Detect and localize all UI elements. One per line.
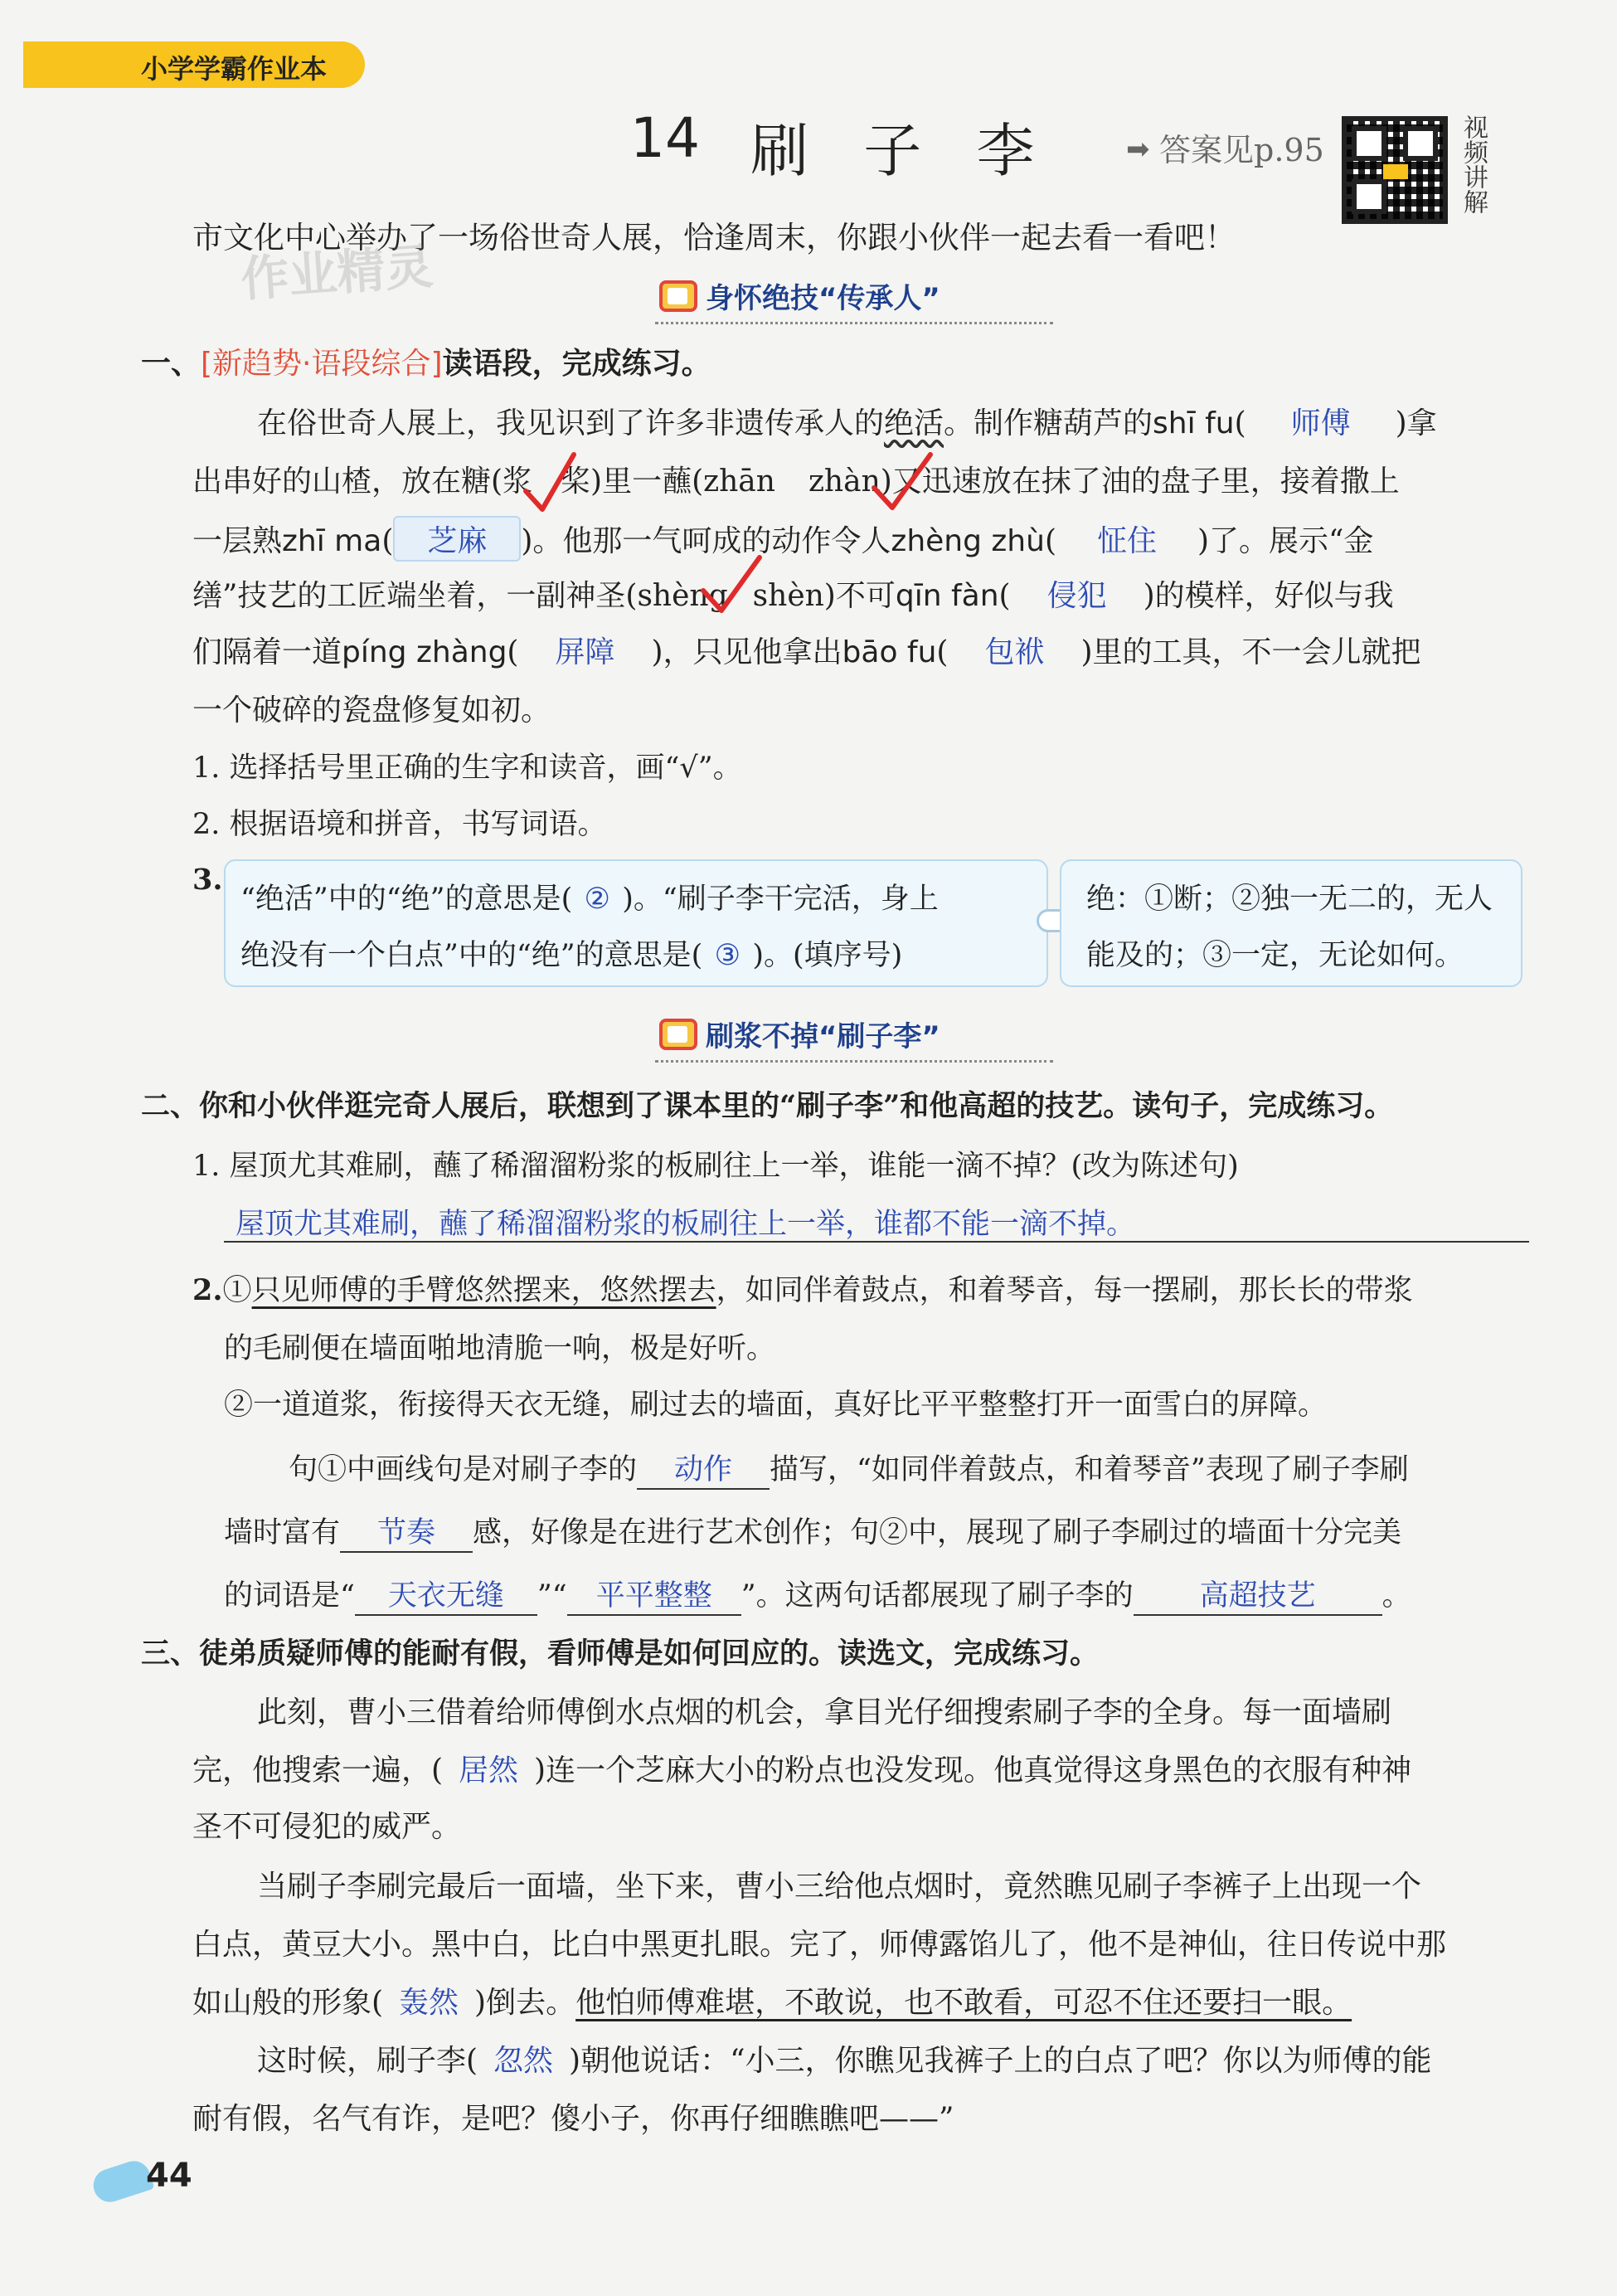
tv-icon xyxy=(659,280,697,312)
q2-fill-line3: 的词语是“ 天衣无缝 ”“ 平平整整 ”。这两句话都展现了刷子李的 高超技艺 。 xyxy=(224,1573,1411,1616)
section1-heading xyxy=(659,275,940,316)
passage-line-2: 出串好的山楂，放在糖(浆 桨)里一蘸(zhān zhàn)又迅速放在抹了油的盘子里，接着撒上 xyxy=(192,465,1400,499)
series-label: 小学学霸作业本 xyxy=(141,53,328,85)
q3-p2-line1: 当刷子李刷完最后一面墙，坐下来，曹小三给他点烟时，竟然瞧见刷子李裤子上出现一个 xyxy=(257,1870,1422,1904)
passage-line-1: 在俗世奇人展上，我见识到了许多非遗传承人的绝活。制作糖葫芦的shī fu( 师傅 )拿 xyxy=(257,400,1437,442)
q3-p2-line2: 白点，黄豆大小。黑中白，比白中黑更扎眼。完了，师傅露馅儿了，他不是神仙，往日传说中那 xyxy=(192,1928,1447,1962)
q1-sub3-line1: “绝活”中的“绝”的意思是( ② )。“刷子李干完活，身上 xyxy=(240,883,939,916)
watermark: 作业精灵 xyxy=(239,237,435,308)
answer-pingpingzhengzheng: 平平整整 xyxy=(567,1573,741,1616)
check-mark-jiang xyxy=(521,450,579,516)
answer-qinfan: 侵犯 xyxy=(1046,579,1107,613)
answer-zhima: 芝麻 xyxy=(393,516,521,562)
q1-sub3-num: 3. xyxy=(192,863,223,897)
section1-title: 身怀绝技“传承人” xyxy=(706,282,940,315)
q1-heading: 一、[新趋势·语段综合]读语段，完成练习。 xyxy=(141,346,711,381)
q2-sub1: 1. 屋顶尤其难刷，蘸了稀溜溜粉浆的板刷往上一举，谁能一滴不掉？(改为陈述句) xyxy=(192,1150,1239,1183)
answer-jue-1: ② xyxy=(584,883,610,916)
answer-baofu: 包袱 xyxy=(984,635,1045,669)
page-number: 44 xyxy=(146,2157,192,2195)
answer-zhengzhu: 怔住 xyxy=(1096,524,1157,558)
hint-line-1: 绝：①断；②独一无二的，无人 xyxy=(1086,883,1493,916)
section2-divider xyxy=(655,1060,1053,1063)
q3-p3-line1: 这时候，刷子李( 忽然 )朝他说话：“小三，你瞧见我裤子上的白点了吧？你以为师傅的能 xyxy=(257,2037,1432,2080)
word-juehuo: 绝活 xyxy=(884,406,944,440)
q2-sub2-line2: 的毛刷便在墙面啪地清脆一响，极是好听。 xyxy=(224,1332,776,1365)
answer-shifu: 师傅 xyxy=(1290,406,1351,440)
q2-heading: 二、你和小伙伴逛完奇人展后，联想到了课本里的“刷子李”和他高超的技艺。读句子，完成练习。 xyxy=(141,1089,1394,1123)
arrow-icon: ➡ xyxy=(1126,133,1150,166)
q2-sub1-answer: 屋顶尤其难刷，蘸了稀溜溜粉浆的板刷往上一举，谁都不能一滴不掉。 xyxy=(236,1208,1136,1241)
q3-p1-line3: 圣不可侵犯的威严。 xyxy=(192,1810,462,1844)
answer-gaochaojiyi: 高超技艺 xyxy=(1134,1573,1382,1616)
q3-p2-line3: 如山般的形象( 轰然 )倒去。他怕师傅难堪，不敢说，也不敢看，可忍不住还要扫一眼。 xyxy=(192,1979,1352,2021)
q3-p1-line1: 此刻，曹小三借着给师傅倒水点烟的机会，拿目光仔细搜索刷子李的全身。每一面墙刷 xyxy=(257,1695,1392,1729)
passage-line-3: 一层熟zhī ma( 芝麻 )。他那一气呵成的动作令人zhèng zhù( 怔住 )了。展示“金 xyxy=(192,516,1373,562)
answer-line xyxy=(224,1241,1529,1243)
dolphin-icon xyxy=(90,2157,155,2206)
check-mark-sheng xyxy=(698,552,765,619)
answer-dongzuo: 动作 xyxy=(637,1447,770,1490)
tv-icon xyxy=(659,1019,697,1050)
underlined-sentence-2: 他怕师傅难堪，不敢说，也不敢看，可忍不住还要扫一眼。 xyxy=(575,1986,1352,2020)
video-label: 视频讲解 xyxy=(1459,114,1488,214)
passage-line-6: 一个破碎的瓷盘修复如初。 xyxy=(192,693,551,727)
section2-heading xyxy=(659,1014,940,1054)
underlined-sentence: 只见师傅的手臂悠然摆来，悠然摆去 xyxy=(251,1274,716,1307)
check-mark-zhan xyxy=(869,450,935,516)
answer-jue-2: ③ xyxy=(714,939,741,972)
answer-huran: 忽然 xyxy=(493,2044,554,2078)
q1-sub2: 2. 根据语境和拼音，书写词语。 xyxy=(192,808,607,841)
answer-hongran: 轰然 xyxy=(399,1986,459,2020)
lesson-title: 刷 子 李 xyxy=(750,117,1053,185)
q3-heading: 三、徒弟质疑师傅的能耐有假，看师傅是如何回应的。读选文，完成练习。 xyxy=(141,1637,1100,1671)
intro-text: 市文化中心举办了一场俗世奇人展，恰逢周末，你跟小伙伴一起去看一看吧！ xyxy=(192,220,1236,255)
hint-line-2: 能及的；③一定，无论如何。 xyxy=(1086,939,1464,972)
q3-p1-line2: 完，他搜索一遍，( 居然 )连一个芝麻大小的粉点也没发现。他真觉得这身黑色的衣服有种神 xyxy=(192,1747,1411,1789)
section2-title: 刷浆不掉“刷子李” xyxy=(706,1020,940,1053)
answer-ref: 答案见p.95 xyxy=(1159,132,1324,168)
passage-line-4: 缮”技艺的工匠端坐着，一副神圣(shèng shèn)不可qīn fàn( 侵犯 )的模样，好似与我 xyxy=(192,572,1394,615)
lesson-number: 14 xyxy=(630,106,700,170)
q1-tag: [新趋势·语段综合] xyxy=(201,347,443,381)
q3-p3-line2: 耐有假，名气有诈，是吧？傻小子，你再仔细瞧瞧吧——” xyxy=(192,2102,954,2136)
answer-pingzhang: 屏障 xyxy=(555,635,615,669)
q2-sub2-line3: ②一道道浆，衔接得天衣无缝，刷过去的墙面，真好比平平整整打开一面雪白的屏障。 xyxy=(224,1389,1328,1422)
passage-line-5: 们隔着一道píng zhàng( 屏障 )，只见他拿出bāo fu( 包袱 )里的工具，不一会儿就把 xyxy=(192,629,1421,671)
q1-sub3-line2: 绝没有一个白点”中的“绝”的意思是( ③ )。(填序号) xyxy=(240,939,903,972)
q2-fill-line2: 墙时富有 节奏 感，好像是在进行艺术创作；句②中，展现了刷子李刷过的墙面十分完美 xyxy=(224,1510,1401,1553)
qr-code-icon[interactable] xyxy=(1342,116,1448,224)
q1-sub1: 1. 选择括号里正确的生字和读音，画“√”。 xyxy=(192,752,742,785)
answer-jiezou: 节奏 xyxy=(340,1510,473,1553)
section1-divider xyxy=(655,322,1053,324)
q2-fill-line1: 句①中画线句是对刷子李的 动作 描写，“如同伴着鼓点，和着琴音”表现了刷子李刷 xyxy=(289,1447,1409,1490)
q2-sub2-line1: 2.①只见师傅的手臂悠然摆来，悠然摆去，如同伴着鼓点，和着琴音，每一摆刷，那长长的带浆 xyxy=(192,1273,1413,1307)
answer-juran: 居然 xyxy=(459,1754,519,1788)
answer-tianyiwufeng: 天衣无缝 xyxy=(355,1573,537,1616)
